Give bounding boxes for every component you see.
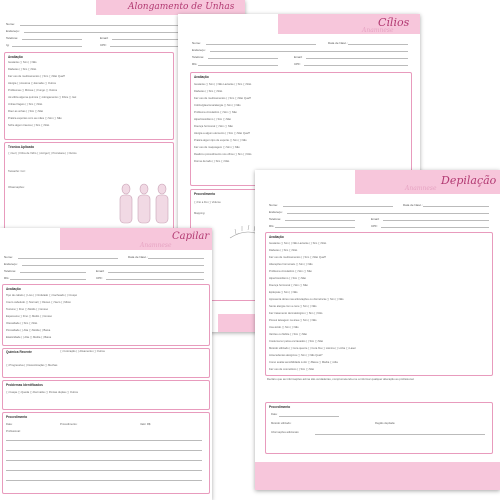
sheet-title: Cílios bbox=[378, 16, 410, 29]
field-line[interactable] bbox=[198, 65, 278, 66]
form-row[interactable]: Mapping: bbox=[194, 212, 206, 215]
field-line[interactable] bbox=[148, 258, 204, 259]
form-row[interactable]: Observações: bbox=[8, 186, 25, 189]
section-title: Procedimento bbox=[269, 405, 291, 409]
form-row[interactable]: Elasticidade ( ) Alta ( ) Média ( ) Baixa bbox=[6, 336, 52, 339]
form-row[interactable]: Faz uso de cosméticos ( ) Sim ( ) Não bbox=[269, 368, 315, 371]
field-line[interactable] bbox=[20, 272, 86, 273]
field-nome: Nome: bbox=[6, 22, 15, 26]
field-nome: Nome: bbox=[4, 255, 13, 259]
section-title: Química Recente bbox=[6, 350, 32, 354]
form-row[interactable]: Faz uso de medicamentos ( ) Sim ( ) Não Qual? bbox=[8, 75, 66, 78]
form-row[interactable]: Usa ácido ( ) Sim ( ) Não bbox=[269, 326, 299, 329]
declaration-text: Declaro que as informações acima são verdadeiras, comprometendo-me a informar qualquer alteração ao profissional. bbox=[267, 377, 415, 381]
field-line[interactable] bbox=[6, 440, 202, 441]
field-line[interactable] bbox=[306, 58, 408, 59]
form-row[interactable]: Como avalia sensibilidade à dor ( ) Baixa ( ) Média ( ) Alta bbox=[269, 361, 338, 364]
field-line[interactable] bbox=[381, 227, 489, 228]
form-row[interactable]: Roer as unhas ( ) Sim ( ) Não bbox=[8, 110, 44, 113]
field-line[interactable] bbox=[22, 265, 204, 266]
section-title: Técnica Aplicada bbox=[8, 145, 34, 149]
form-row[interactable]: Diabetes ( ) Sim ( ) Não bbox=[8, 68, 37, 71]
field-nome: Nome: bbox=[192, 41, 201, 45]
form-row[interactable]: Apresenta dores nas articulações ou dormência ( ) Sim ( ) Não bbox=[269, 298, 344, 301]
form-row[interactable]: Doença hormonal ( ) Sim ( ) Não bbox=[194, 125, 233, 128]
form-row[interactable]: Alergia ( ) Acetona ( ) Esmalte ( ) Outros bbox=[8, 82, 56, 85]
field-ig: Ig: bbox=[6, 43, 10, 47]
field-line[interactable] bbox=[315, 434, 485, 435]
form-row[interactable]: Alergia a algum elemento ( ) Sim ( ) Não Qual? bbox=[194, 132, 251, 135]
field-cpf: CPF: bbox=[294, 62, 301, 66]
field-rg: RG: bbox=[192, 62, 198, 66]
form-row[interactable]: Faz uso de maquiagem ( ) Sim ( ) Não bbox=[194, 146, 240, 149]
form-row[interactable]: Costuma ter pelos encravados ( ) Sim ( ) Não bbox=[269, 340, 324, 343]
form-row[interactable]: Oleosidade ( ) Sim ( ) Não bbox=[6, 322, 38, 325]
form-row[interactable]: Tipo de cabelo ( ) Liso ( ) Ondulado ( ) Cacheado ( ) Crespo bbox=[6, 294, 78, 297]
field-email: Email: bbox=[371, 217, 380, 221]
form-row[interactable]: Realizou procedimento nos olhos ( ) Sim ( ) Não bbox=[194, 153, 252, 156]
form-row[interactable]: Colírio/glaucoma/alergia ( ) Sim ( ) Não bbox=[194, 104, 241, 107]
field-nome: Nome: bbox=[269, 203, 278, 207]
form-row[interactable]: Possui tatuagem na área ( ) Sim ( ) Não bbox=[269, 319, 317, 322]
field-endereco: Endereço: bbox=[6, 29, 20, 33]
form-row[interactable]: Tamanho: Cor: bbox=[8, 170, 26, 173]
field-email: Email: bbox=[294, 55, 303, 59]
form-row[interactable]: Problema circulatório ( ) Sim ( ) Não bbox=[269, 270, 312, 273]
form-row[interactable]: Hipertireoidismo ( ) Sim ( ) Não bbox=[194, 118, 232, 121]
form-row[interactable]: ( ) Coloração ( ) Alisamento ( ) Outros bbox=[60, 350, 105, 353]
section-quimica bbox=[2, 348, 210, 378]
field-line[interactable] bbox=[10, 279, 86, 280]
section-title: Avaliação bbox=[194, 75, 209, 79]
form-row[interactable]: Sente alergia com a cera ( ) Sim ( ) Não bbox=[269, 305, 317, 308]
field-cpf: CPF: bbox=[100, 43, 107, 47]
form-row[interactable]: ( ) Progressiva ( ) Descoloração ( ) Mechas bbox=[6, 364, 58, 367]
form-row[interactable]: Procedimento: bbox=[60, 423, 78, 426]
form-row[interactable]: Porosidade ( ) Alta ( ) Média ( ) Baixa bbox=[6, 329, 51, 332]
section-title: Avaliação bbox=[8, 55, 23, 59]
field-rg: RG: bbox=[4, 276, 10, 280]
form-row[interactable]: Região depilada: bbox=[375, 422, 396, 425]
form-row[interactable]: Hipertireoidismo ( ) Sim ( ) Não bbox=[269, 277, 307, 280]
form-row[interactable]: Data: bbox=[6, 423, 13, 426]
sheet-title: Depilação bbox=[441, 174, 497, 187]
field-telefone: Telefone: bbox=[6, 36, 19, 40]
form-row[interactable]: Unhas frágeis ( ) Sim ( ) Não bbox=[8, 103, 43, 106]
field-nasc: Data de Nasc.: bbox=[128, 255, 148, 259]
form-row[interactable]: Data: bbox=[271, 413, 278, 416]
form-row[interactable]: Couro cabeludo ( ) Normal ( ) Oleoso ( ) Seco ( ) Misto bbox=[6, 301, 71, 304]
form-row[interactable]: Epilepsia ( ) Sim ( ) Não bbox=[269, 291, 298, 294]
field-line[interactable] bbox=[6, 450, 202, 451]
field-line[interactable] bbox=[283, 206, 393, 207]
field-line[interactable] bbox=[6, 460, 202, 461]
field-line[interactable] bbox=[383, 220, 489, 221]
field-nasc: Data de Nasc.: bbox=[328, 41, 348, 45]
section-avaliacao bbox=[190, 72, 412, 186]
field-line[interactable] bbox=[12, 46, 82, 47]
field-line[interactable] bbox=[208, 58, 278, 59]
field-line[interactable] bbox=[275, 227, 355, 228]
section-title: Procedimento bbox=[6, 415, 28, 419]
form-row[interactable]: Diabetes ( ) Sim ( ) Não bbox=[194, 90, 223, 93]
field-line[interactable] bbox=[210, 51, 408, 52]
form-row[interactable]: Varizes ou flebite ( ) Sim ( ) Não bbox=[269, 333, 308, 336]
form-row[interactable]: Problemas ( ) Micose ( ) Fungo ( ) Outros bbox=[8, 89, 58, 92]
form-row[interactable]: Gestante ( ) Sim ( ) Não Lactante ( ) Sim ( ) Não bbox=[194, 83, 252, 86]
form-row[interactable]: Antecedentes alérgicos ( ) Sim ( ) Não Qual? bbox=[269, 354, 323, 357]
field-cpf: CPF: bbox=[96, 276, 103, 280]
field-line[interactable] bbox=[423, 206, 489, 207]
section-title: Problemas Identificados bbox=[6, 383, 43, 387]
form-row[interactable]: Método utilizado ( ) Cera quente ( ) Cera fria ( ) Lâmina ( ) Linha ( ) Laser bbox=[269, 347, 356, 350]
form-row[interactable]: Já utiliza alguma química ( ) Alongamento ( ) Fibra ( ) Gel bbox=[8, 96, 77, 99]
field-line[interactable] bbox=[348, 44, 408, 45]
field-telefone: Telefone: bbox=[269, 217, 282, 221]
form-row[interactable]: Pratica esportes com as mãos ( ) Sim ( ) Não bbox=[8, 117, 62, 120]
form-row[interactable]: Dorme de lado ( ) Sim ( ) Não bbox=[194, 160, 230, 163]
sheet-capilar bbox=[0, 228, 212, 500]
field-nasc: Data de Nasc.: bbox=[403, 203, 423, 207]
field-line[interactable] bbox=[6, 480, 202, 481]
sheet-title: Alongamento de Unhas bbox=[128, 2, 235, 12]
section-title: Avaliação bbox=[269, 235, 284, 239]
footer-band bbox=[255, 462, 500, 490]
form-row[interactable]: Informações adicionais: bbox=[271, 431, 300, 434]
form-row[interactable]: Problema circulatório ( ) Sim ( ) Não bbox=[194, 111, 237, 114]
section-procedimento bbox=[2, 412, 210, 494]
field-line[interactable] bbox=[24, 32, 200, 33]
field-email: Email: bbox=[100, 36, 109, 40]
sheet-title: Capilar bbox=[172, 231, 210, 242]
field-line[interactable] bbox=[106, 279, 204, 280]
field-telefone: Telefone: bbox=[4, 269, 17, 273]
form-row[interactable]: Gestante ( ) Sim ( ) Não bbox=[8, 61, 37, 64]
form-row[interactable]: Doença hormonal ( ) Sim ( ) Não bbox=[269, 284, 308, 287]
form-row[interactable]: Profissional: bbox=[6, 430, 21, 433]
field-email: Email: bbox=[96, 269, 105, 273]
field-line[interactable] bbox=[22, 39, 82, 40]
field-rg: RG: bbox=[269, 224, 275, 228]
form-row[interactable]: Gestante ( ) Sim ( ) Não Lactante ( ) Sim ( ) Não bbox=[269, 242, 327, 245]
section-title: Avaliação bbox=[6, 287, 21, 291]
sheet-depilacao bbox=[255, 170, 500, 490]
field-endereco: Endereço: bbox=[269, 210, 283, 214]
sheet-subtitle: Anamnese bbox=[140, 242, 172, 249]
field-line[interactable] bbox=[287, 213, 489, 214]
form-row[interactable]: ( ) Fio a Fio ( ) Volume bbox=[194, 201, 221, 204]
section-title: Procedimento bbox=[194, 192, 216, 196]
form-row[interactable]: Espessura ( ) Fino ( ) Médio ( ) Grosso bbox=[6, 315, 52, 318]
sheet-subtitle: Anamnese bbox=[362, 27, 394, 34]
form-row[interactable]: ( ) Caspa ( ) Queda ( ) Dermatite ( ) Pontas duplas ( ) Outros bbox=[6, 391, 78, 394]
form-row[interactable]: Faz uso de medicamentos ( ) Sim ( ) Não Qual? bbox=[269, 256, 327, 259]
field-endereco: Endereço: bbox=[192, 48, 206, 52]
form-row[interactable]: Textura ( ) Fino ( ) Médio ( ) Grosso bbox=[6, 308, 49, 311]
field-line[interactable] bbox=[18, 258, 118, 259]
field-cpf: CPF: bbox=[371, 224, 378, 228]
field-line[interactable] bbox=[108, 272, 204, 273]
section-procedimento bbox=[265, 402, 493, 454]
form-row[interactable]: Faz uso de medicamentos ( ) Sim ( ) Não Qual? bbox=[194, 97, 252, 100]
field-telefone: Telefone: bbox=[192, 55, 205, 59]
sheet-subtitle: Anamnese bbox=[405, 185, 437, 192]
field-line[interactable] bbox=[279, 416, 339, 417]
field-line[interactable] bbox=[285, 220, 355, 221]
form-row[interactable]: Diabetes ( ) Sim ( ) Não bbox=[269, 249, 298, 252]
form-row[interactable]: ( ) Gel ( ) Fibra de Vidro ( ) Acrigel ( ) Porcelana ( ) Outros bbox=[8, 152, 77, 155]
field-endereco: Endereço: bbox=[4, 262, 18, 266]
field-line[interactable] bbox=[6, 470, 202, 471]
hands-illustration bbox=[118, 175, 170, 227]
form-row[interactable]: Faz tratamento dermatológico ( ) Sim ( ) Não bbox=[269, 312, 323, 315]
form-row[interactable]: Método utilizado: bbox=[271, 422, 292, 425]
form-row[interactable]: Alterações hormonais ( ) Sim ( ) Não bbox=[269, 263, 313, 266]
field-line[interactable] bbox=[20, 25, 200, 26]
field-line[interactable] bbox=[206, 44, 316, 45]
form-row[interactable]: Valor R$: bbox=[140, 423, 152, 426]
form-row[interactable]: Sofre algum trauma ( ) Sim ( ) Não bbox=[8, 124, 50, 127]
field-line[interactable] bbox=[304, 65, 408, 66]
form-row[interactable]: Pratica algum tipo de esporte ( ) Sim ( ) Não bbox=[194, 139, 247, 142]
